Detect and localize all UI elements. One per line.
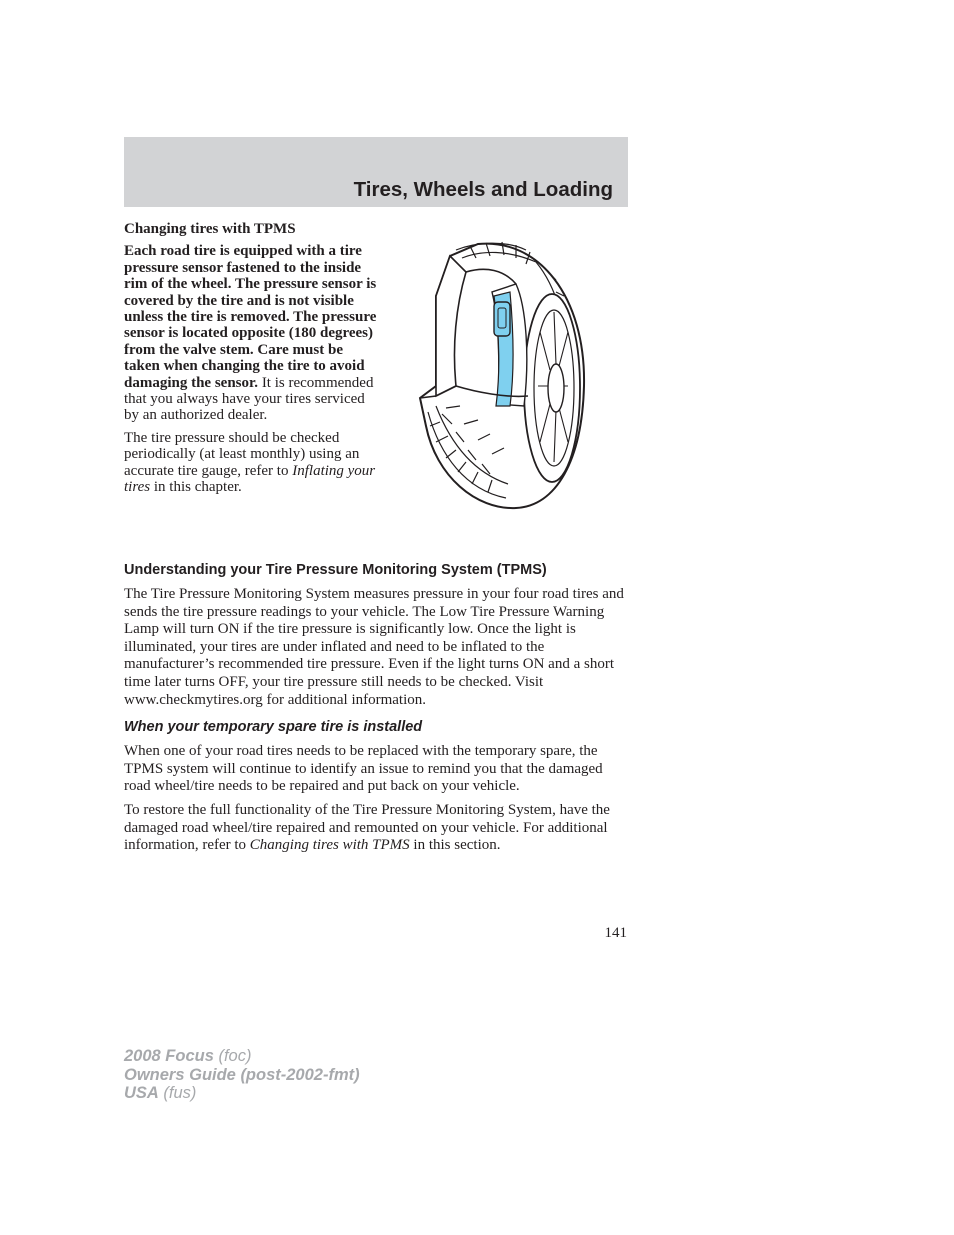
inflating-tires-reference: Inflating your tires: [124, 462, 376, 496]
document-footer: [124, 1047, 360, 1103]
intro-regular-text: It is recommended that you always have your tires serviced by an authorized dealer.: [124, 374, 374, 424]
pressure-check-paragraph: [124, 430, 378, 496]
heading-understanding-tpms: Understanding your Tire Pressure Monitoring System (TPMS): [124, 562, 547, 578]
footer-market-code: (fus): [158, 1084, 197, 1102]
tpms-section: [124, 560, 628, 861]
pressure-check-text-end: in this chapter.: [150, 479, 242, 496]
footer-line-market: [124, 1084, 360, 1103]
intro-column: [124, 221, 378, 502]
changing-tires-reference: Changing tires with TPMS: [249, 837, 410, 854]
tire-sensor-illustration: [416, 236, 586, 512]
footer-market: USA: [124, 1084, 159, 1102]
tpms-body-paragraph: The Tire Pressure Monitoring System measures pressure in your four road tires and sends the tire pressure readings to your vehicle. The Low Tire Pressure Warning Lamp will turn ON if the tire pressure is significantly low. Once the light is illuminated, your tires are under inflated and need to be inflated to the manufacturer’s recommended tire pressure. Even if the light turns ON and a short time later turns OFF, your tire pressure still needs to be checked. Visit www.checkmytires.org for additional information.: [124, 586, 624, 708]
page-number: 141: [604, 925, 627, 941]
spare-paragraph-2: [124, 802, 628, 855]
footer-line-model: [124, 1047, 360, 1066]
section-title: Tires, Wheels and Loading: [353, 178, 613, 201]
pressure-sensor: [494, 302, 510, 336]
intro-bold-text: Each road tire is equipped with a tire pressure sensor fastened to the inside rim of the wheel. The pressure sensor is covered by the tire and is not visible unless the tire is removed. The pressure sensor is located opposite (180 degrees) from the valve stem. Care must be taken when changing the tire to avoid damaging the sensor.: [124, 243, 377, 391]
spare-paragraph-1: When one of your road tires needs to be replaced with the temporary spare, the TPMS system will continue to identify an issue to remind you that the damaged road wheel/tire needs to be repaired and put back on your vehicle.: [124, 743, 603, 795]
footer-model-code: (foc): [213, 1047, 252, 1065]
subheading-changing-tires: Changing tires with TPMS: [124, 221, 296, 237]
footer-guide: Owners Guide (post-2002-fmt): [124, 1065, 360, 1084]
intro-paragraph: [124, 243, 378, 423]
spare-paragraph-2-text: To restore the full functionality of the Tire Pressure Monitoring System, have the damaged road wheel/tire repaired and remounted on your vehicle. For additional information, refer to: [124, 801, 610, 854]
spare-paragraph-2-text-end: in this section.: [409, 837, 501, 854]
section-header-band: [124, 137, 628, 207]
pressure-check-text: The tire pressure should be checked periodically (at least monthly) using an accurate tire gauge, refer to: [124, 429, 360, 479]
footer-model: 2008 Focus: [124, 1047, 214, 1065]
heading-temporary-spare: When your temporary spare tire is installed: [124, 719, 423, 736]
footer-line-guide: [124, 1066, 360, 1085]
wheel-hub: [548, 364, 564, 412]
